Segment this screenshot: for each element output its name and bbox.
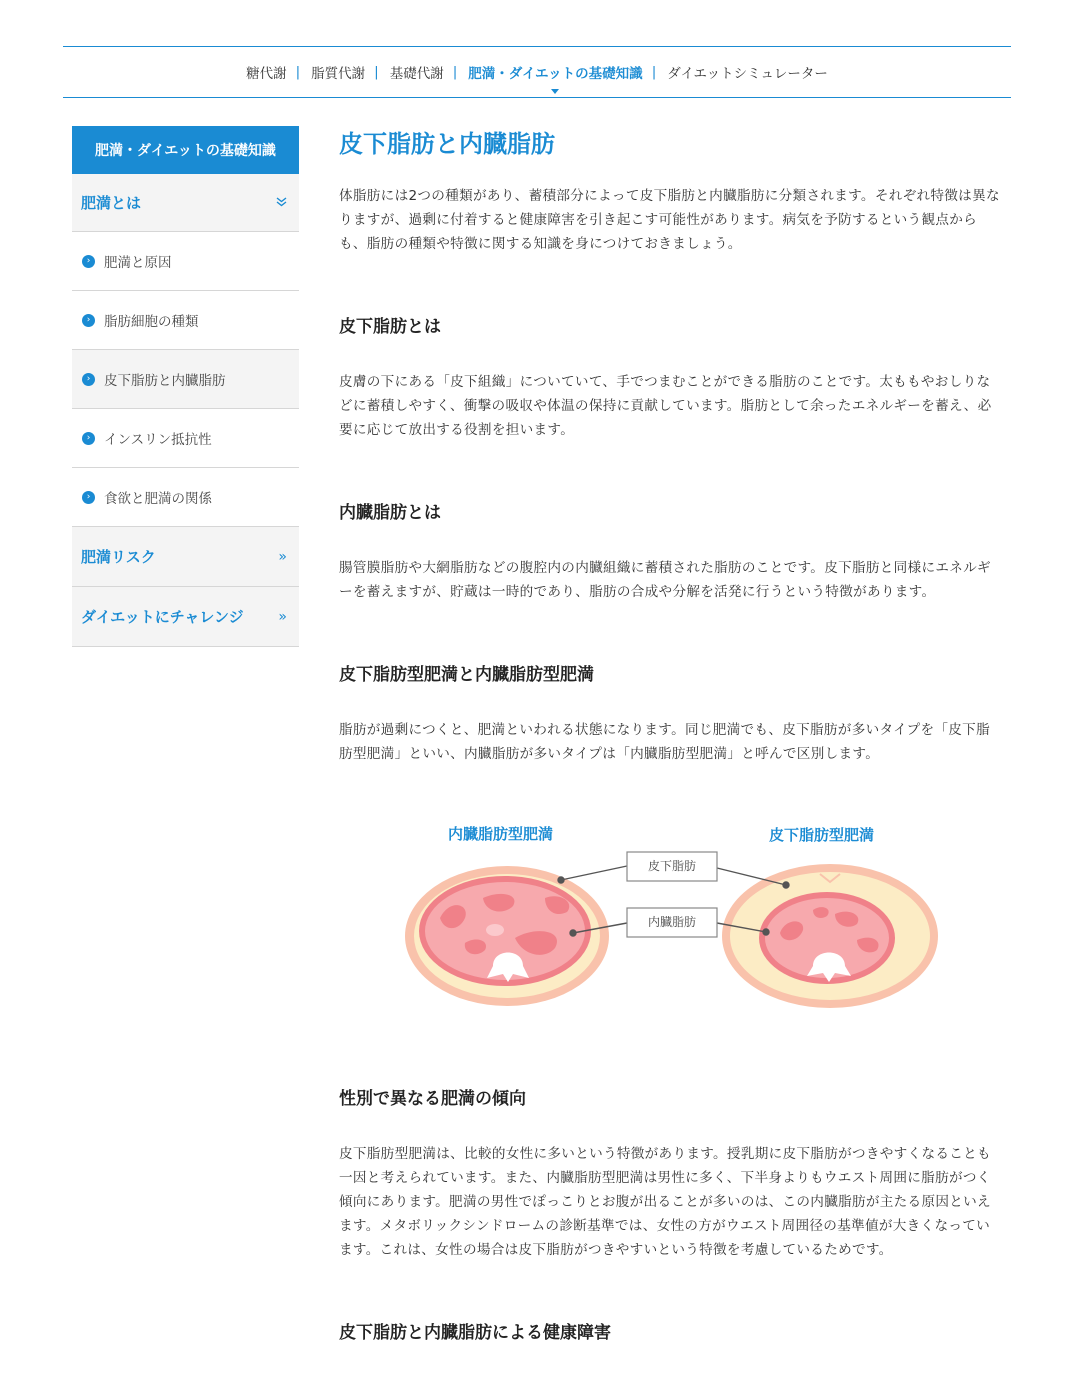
intro-paragraph: 体脂肪には2つの種類があり、蓄積部分によって皮下脂肪と内臓脂肪に分類されます。それぞれ特徴は異なりますが、過剰に付着すると健康障害を引き起こす可能性があります。病気を予防するという観点からも、脂肪の種類や特徴に関する知識を身につけておきましょう。 [339,188,1000,252]
sidebar-item-insulin-resistance[interactable] [72,409,299,468]
section-text-subcutaneous-fat: 皮膚の下にある「皮下組織」についていて、手でつまむことができる脂肪のことです。太ももやおしりなどに蓄積しやすく、衝撃の吸収や体温の保持に貢献しています。脂肪として余ったエネルギーを蓄え、必要に応じて放出する役割を担います。 [339,374,992,438]
double-chevron-down-icon [276,195,287,211]
sidebar-header[interactable]: 肥満・ダイエットの基礎知識 [72,126,299,174]
section-heading-health-problems: 皮下脂肪と内臓脂肪による健康障害 [339,1323,611,1343]
section-heading-subcutaneous-fat: 皮下脂肪とは [339,317,441,337]
nav-separator: | [295,64,301,80]
sidebar-item-obesity-causes[interactable] [72,232,299,291]
label-subcutaneous-fat-type: 皮下脂肪型肥満 [769,826,875,844]
callout-subcutaneous-fat: 皮下脂肪 [647,859,696,873]
subcutaneous-fat-type-abdomen [722,864,938,1008]
section-heading-gender-tendency: 性別で異なる肥満の傾向 [339,1089,526,1109]
visceral-fat-type-abdomen [405,866,609,1006]
page-title: 皮下脂肪と内臓脂肪 [339,130,555,158]
sidebar-item-label: インスリン抵抗性 [104,432,212,448]
sidebar-item-label: 食欲と肥満の関係 [104,491,212,507]
sidebar-category-obesity[interactable] [72,174,299,232]
circle-arrow-icon: › [82,255,95,268]
nav-separator: | [452,64,458,80]
nav-separator: | [651,64,657,80]
sidebar-item-appetite-obesity[interactable] [72,468,299,527]
sidebar-category-obesity-risk[interactable] [72,527,299,587]
double-chevron-right-icon: » [278,548,287,565]
nav-item-glucose-metabolism[interactable]: 糖代謝 [246,66,287,82]
main-content [339,124,1003,766]
sidebar-category-diet-challenge[interactable] [72,587,299,647]
active-caret-icon [551,89,559,94]
lower-content [339,1087,1003,1345]
section-heading-obesity-types: 皮下脂肪型肥満と内臓脂肪型肥満 [339,665,594,685]
nav-item-label: 肥満・ダイエットの基礎知識 [468,66,643,82]
nav-item-basal-metabolism[interactable]: 基礎代謝 [389,66,444,82]
sidebar-item-label: 皮下脂肪と内臓脂肪 [104,373,226,389]
sidebar [72,126,299,647]
section-text-visceral-fat: 腸管膜脂肪や大網脂肪などの腹腔内の内臓組織に蓄積された脂肪のことです。皮下脂肪と同様にエネルギーを蓄えますが、貯蔵は一時的であり、脂肪の合成や分解を活発に行うという特徴があります。 [339,560,991,600]
nav-item-lipid-metabolism[interactable]: 脂質代謝 [311,66,366,82]
nav-item-diet-simulator[interactable]: ダイエットシミュレーター [667,66,828,82]
fat-type-illustration [405,818,945,1018]
section-text-gender-tendency: 皮下脂肪型肥満は、比較的女性に多いという特徴があります。授乳期に皮下脂肪がつきやすくなることも一因と考えられています。また、内臓脂肪型肥満は男性に多く、下半身よりもウエスト周囲に脂肪がつく傾向にあります。肥満の男性でぽっこりとお腹が出ることが多いのは、この内臓脂肪が主たる原因といえます。メタボリックシンドロームの診断基準では、女性の方がウエスト周囲径の基準値が大きくなっています。これは、女性の場合は皮下脂肪がつきやすいという特徴を考慮しているためです。 [339,1146,991,1258]
sidebar-item-label: 脂肪細胞の種類 [104,314,199,330]
sidebar-item-label: 肥満と原因 [104,255,172,271]
circle-arrow-icon: › [82,432,95,445]
global-nav [63,46,1011,98]
circle-arrow-icon: › [82,491,95,504]
sidebar-item-fat-cell-types[interactable] [72,291,299,350]
callout-visceral-fat: 内臓脂肪 [647,915,696,929]
label-visceral-fat-type: 内臓脂肪型肥満 [448,825,554,843]
sidebar-category-label: ダイエットにチャレンジ [81,608,244,626]
nav-item-obesity-diet-basics[interactable] [466,62,644,82]
sidebar-item-subcutaneous-visceral-fat[interactable] [72,350,299,409]
double-chevron-right-icon: » [278,608,287,625]
section-text-obesity-types: 脂肪が過剰につくと、肥満といわれる状態になります。同じ肥満でも、皮下脂肪が多いタイプを「皮下脂肪型肥満」といい、内臓脂肪が多いタイプは「内臓脂肪型肥満」と呼んで区別します。 [339,722,990,762]
circle-arrow-icon: › [82,314,95,327]
sidebar-category-label: 肥満リスク [81,548,156,566]
nav-separator: | [374,64,379,80]
section-heading-visceral-fat: 内臓脂肪とは [339,503,441,523]
sidebar-category-label: 肥満とは [81,194,142,212]
circle-arrow-icon: › [82,373,95,386]
